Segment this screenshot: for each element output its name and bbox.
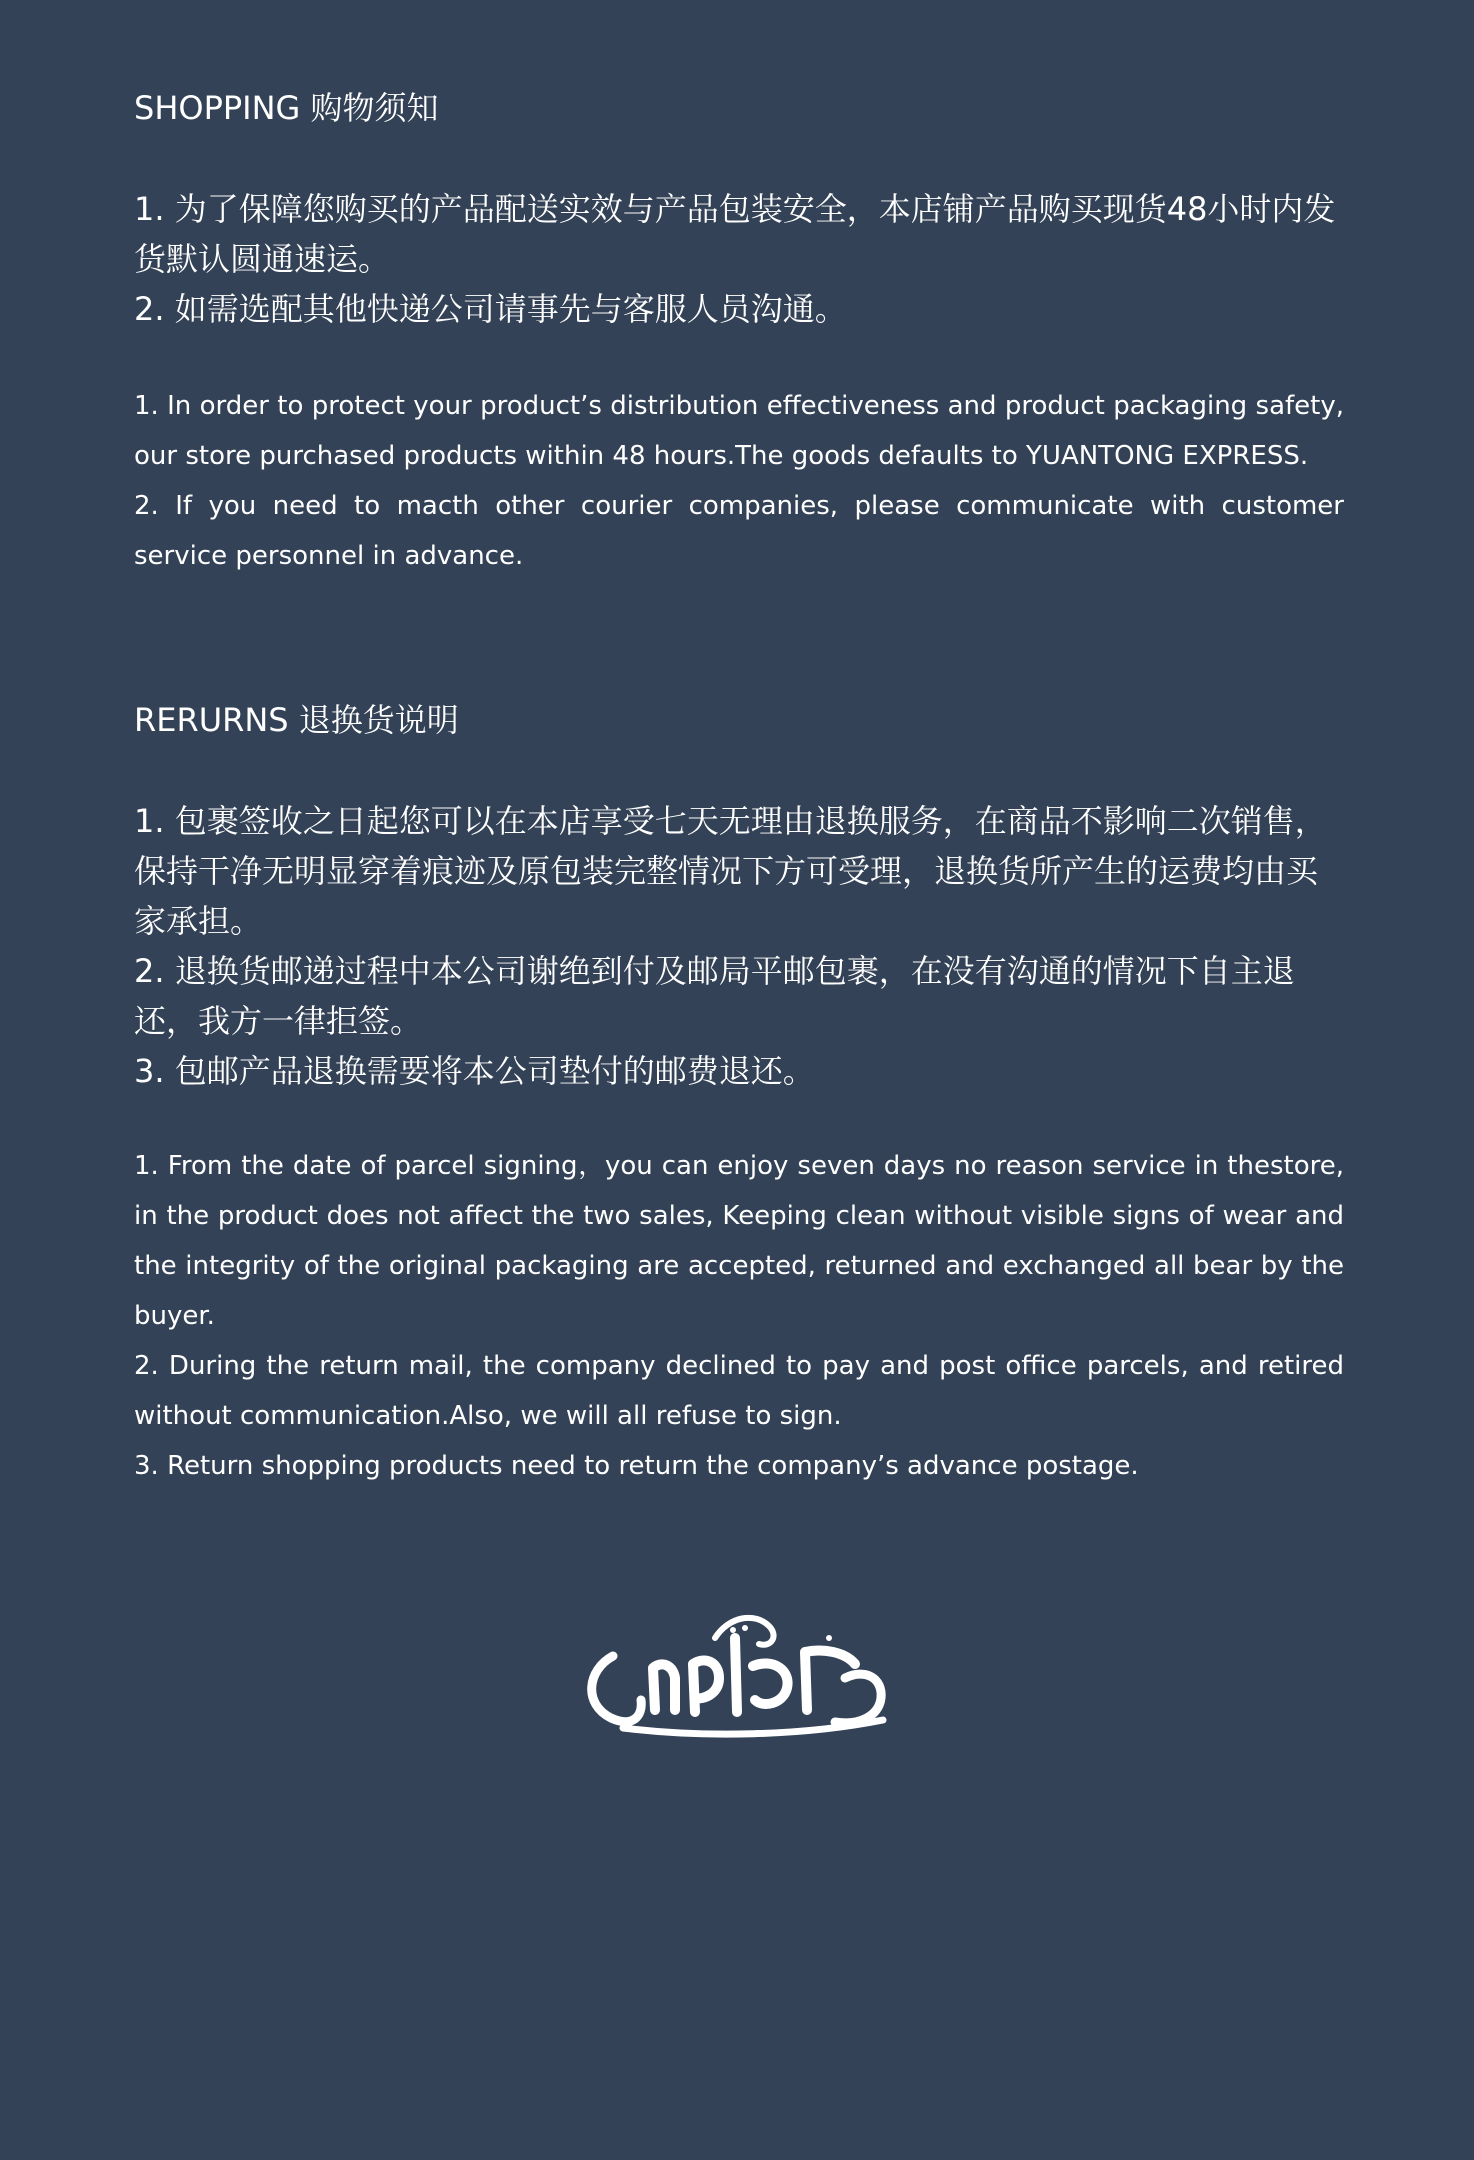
calligraphy-logo-icon [583,1608,893,1758]
returns-en-item: 2. During the return mail, the company declined to pay and post office parcels, and retired without communication.Also, we will all refuse to sign. [134,1351,1344,1431]
shopping-en-notes [134,381,1344,581]
returns-cn-notes [134,796,1344,1096]
returns-cn-item: 3. 包邮产品退换需要将本公司垫付的邮费退还。 [134,1052,815,1090]
shopping-heading: SHOPPING 购物须知 [134,89,439,127]
returns-section [134,700,1344,740]
returns-heading: RERURNS 退换货说明 [134,701,459,739]
shopping-cn-notes [134,184,1344,334]
returns-cn-item: 2. 退换货邮递过程中本公司谢绝到付及邮局平邮包裹，在没有沟通的情况下自主退还，我方一律拒签。 [134,952,1295,1040]
shopping-en-item: 2. If you need to macth other courier companies, please communicate with customer service personnel in advance. [134,491,1344,571]
shopping-section [134,88,1344,128]
returns-en-item: 3. Return shopping products need to return the company’s advance postage. [134,1451,1139,1481]
shopping-cn-item: 1. 为了保障您购买的产品配送实效与产品包装安全，本店铺产品购买现货48小时内发货默认圆通速运。 [134,190,1336,278]
returns-en-item: 1. From the date of parcel signing，you can enjoy seven days no reason service in thestore, in the product does not affect the two sales, Keeping clean without visible signs of wear and the integrity of the original packaging are accepted, returned and exchanged all bear by the buyer. [134,1151,1344,1331]
shopping-en-item: 1. In order to protect your product’s distribution effectiveness and product packaging safety, our store purchased products within 48 hours.The goods defaults to YUANTONG EXPRESS. [134,391,1344,471]
returns-en-notes [134,1141,1344,1491]
shopping-cn-item: 2. 如需选配其他快递公司请事先与客服人员沟通。 [134,290,847,328]
returns-cn-item: 1. 包裹签收之日起您可以在本店享受七天无理由退换服务，在商品不影响二次销售，保持干净无明显穿着痕迹及原包装完整情况下方可受理，退换货所产生的运费均由买家承担。 [134,802,1327,940]
